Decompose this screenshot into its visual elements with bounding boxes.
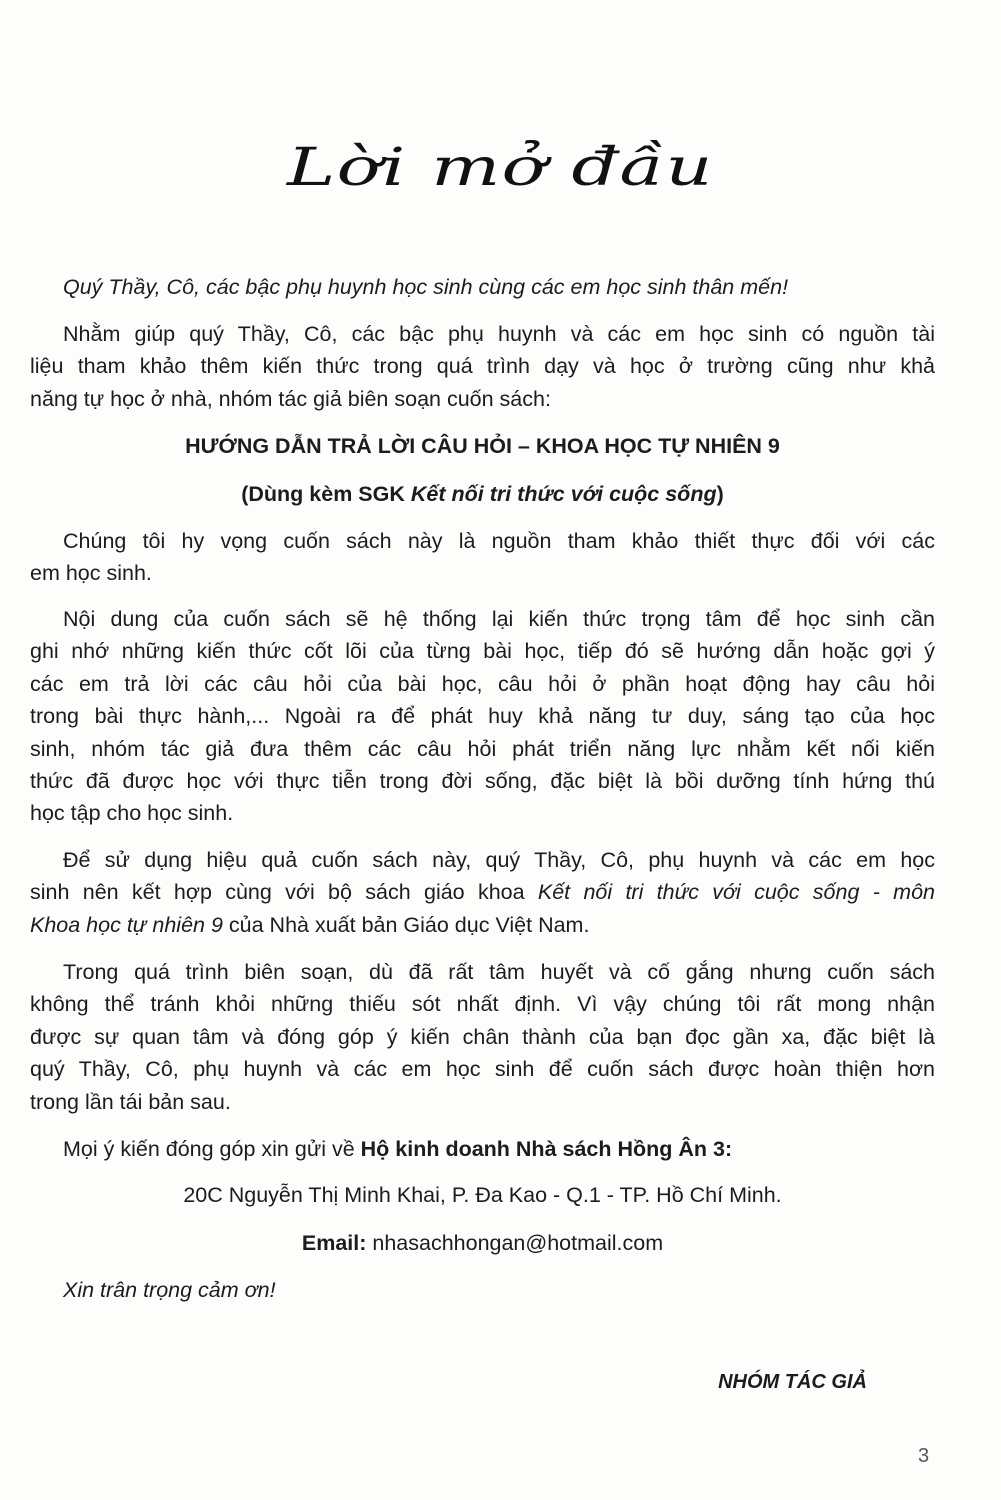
text-line bbox=[30, 876, 935, 908]
text-segment: Khoa học tự nhiên 9 bbox=[30, 912, 223, 937]
text-segment: Kết nối tri thức với cuộc sống bbox=[410, 482, 717, 506]
text-line: quý Thầy, Cô, phụ huynh và các em học sinh để cuốn sách được hoàn thiện hơn bbox=[30, 1057, 935, 1082]
text-segment: (Dùng kèm SGK bbox=[241, 482, 411, 506]
paragraph bbox=[30, 525, 935, 590]
text-line: em học sinh. bbox=[30, 561, 152, 586]
text-line bbox=[30, 1179, 935, 1211]
paragraph bbox=[30, 430, 935, 462]
text-segment: Mọi ý kiến đóng góp xin gửi về bbox=[63, 1137, 361, 1161]
paragraph bbox=[30, 318, 935, 415]
text-line: Trong quá trình biên soạn, dù đã rất tâm huyết và cố gắng nhưng cuốn sách bbox=[63, 960, 935, 984]
text-line bbox=[30, 1133, 935, 1165]
text-line bbox=[30, 271, 935, 303]
paragraph bbox=[30, 603, 935, 830]
author-signature: NHÓM TÁC GIẢ bbox=[718, 1371, 867, 1393]
paragraph bbox=[30, 1179, 935, 1211]
text-segment: HƯỚNG DẪN TRẢ LỜI CÂU HỎI – KHOA HỌC TỰ NHIÊN 9 bbox=[185, 434, 780, 458]
text-line bbox=[30, 909, 935, 941]
text-segment: Email: bbox=[301, 1231, 367, 1255]
text-line: Nội dung của cuốn sách sẽ hệ thống lại kiến thức trọng tâm để học sinh cần bbox=[63, 607, 935, 631]
paragraph bbox=[30, 1227, 935, 1259]
text-line: các em trả lời các câu hỏi của bài học, câu hỏi ở phần hoạt động hay câu hỏi bbox=[30, 671, 935, 696]
text-segment: Hộ kinh doanh Nhà sách Hồng Ân 3: bbox=[360, 1137, 733, 1161]
text-line: năng tự học ở nhà, nhóm tác giả biên soạn cuốn sách: bbox=[30, 386, 551, 411]
paragraph bbox=[30, 1274, 935, 1306]
text-line bbox=[30, 1274, 935, 1306]
text-line: liệu tham khảo thêm kiến thức trong quá trình dạy và học ở trường cũng như khả bbox=[30, 354, 935, 379]
text-segment: Quý Thầy, Cô, các bậc phụ huynh học sinh cùng các em học sinh thân mến! bbox=[63, 275, 789, 299]
paragraph bbox=[30, 844, 935, 941]
text-line bbox=[30, 1227, 935, 1259]
text-line: học tập cho học sinh. bbox=[30, 801, 234, 826]
text-line: trong bài thực hành,... Ngoài ra để phát huy khả năng tư duy, sáng tạo của học bbox=[30, 704, 935, 729]
text-segment: Xin trân trọng cảm ơn! bbox=[63, 1278, 276, 1302]
text-line: Nhằm giúp quý Thầy, Cô, các bậc phụ huynh và các em học sinh có nguồn tài bbox=[63, 322, 935, 346]
text-line: Chúng tôi hy vọng cuốn sách này là nguồn tham khảo thiết thực đối với các bbox=[63, 529, 935, 553]
text-segment: ) bbox=[716, 482, 724, 506]
page-number: 3 bbox=[918, 1445, 930, 1467]
text-segment: nhasachhongan@hotmail.com bbox=[366, 1231, 664, 1255]
paragraph bbox=[30, 1133, 935, 1165]
text-line: ghi nhớ những kiến thức cốt lõi của từng bài học, tiếp đó sẽ hướng dẫn hoặc gợi ý bbox=[30, 639, 935, 664]
paragraph bbox=[30, 478, 935, 510]
text-line: không thể tránh khỏi những thiếu sót nhất định. Vì vậy chúng tôi rất mong nhận bbox=[30, 992, 935, 1017]
page-title: Lời mở đầu bbox=[287, 138, 714, 198]
text-line: Để sử dụng hiệu quả cuốn sách này, quý Thầy, Cô, phụ huynh và các em học bbox=[63, 848, 935, 872]
text-line: sinh, nhóm tác giả đưa thêm các câu hỏi phát triển năng lực nhằm kết nối kiến bbox=[30, 736, 935, 761]
text-line: trong lần tái bản sau. bbox=[30, 1089, 231, 1114]
text-segment: sinh nên kết hợp cùng với bộ sách giáo khoa bbox=[30, 880, 538, 905]
text-segment: 20C Nguyễn Thị Minh Khai, P. Đa Kao - Q.1 - TP. Hồ Chí Minh. bbox=[183, 1183, 782, 1207]
paragraph bbox=[30, 271, 935, 303]
text-line bbox=[30, 430, 935, 462]
text-line bbox=[30, 478, 935, 510]
text-line: được sự quan tâm và đóng góp ý kiến chân thành của bạn đọc gần xa, đặc biệt là bbox=[30, 1024, 935, 1049]
text-line: thức đã được học với thực tiễn trong đời sống, đặc biệt là bồi dưỡng tính hứng thú bbox=[30, 768, 935, 793]
text-segment: của Nhà xuất bản Giáo dục Việt Nam. bbox=[222, 912, 590, 937]
text-segment: Kết nối tri thức với cuộc sống - môn bbox=[537, 880, 936, 905]
paragraph bbox=[30, 956, 935, 1118]
